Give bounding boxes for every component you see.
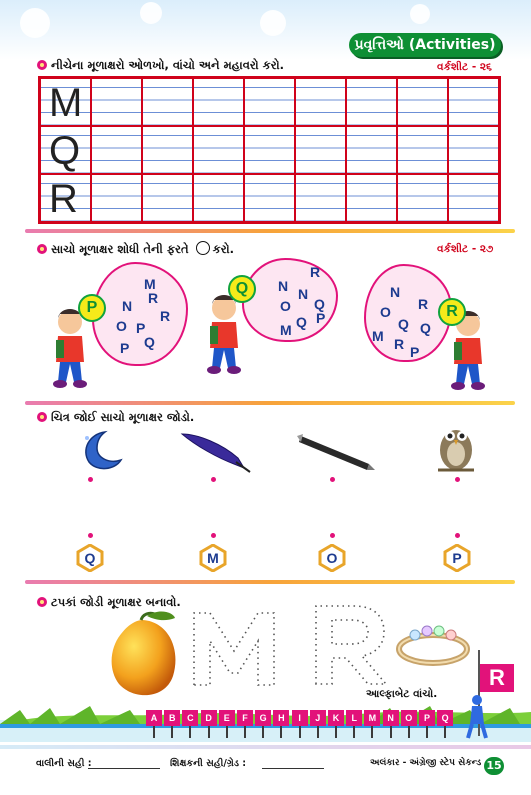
section-divider [25, 580, 515, 584]
tracing-cell[interactable] [295, 174, 346, 222]
alphabet-flag: P [419, 710, 435, 726]
flag-letter-r: R [480, 664, 514, 692]
section1-instruction: નીચેના મૂળાક્ષરો ઓળખો, વાંચો અને મહાવરો કરો. [51, 58, 284, 72]
flower-bullet-icon [37, 597, 47, 607]
cloud-letter[interactable]: P [120, 340, 130, 356]
cloud-letter[interactable]: Q [420, 320, 431, 336]
tracing-cell[interactable] [397, 78, 448, 126]
alphabet-flag: N [383, 710, 399, 726]
parade-pole [299, 726, 301, 738]
tracing-cell[interactable] [346, 174, 397, 222]
alphabet-flag: L [346, 710, 362, 726]
tracing-cell[interactable] [91, 174, 142, 222]
decor-bubble [140, 2, 162, 24]
parade-pole [208, 726, 210, 738]
ring-icon [393, 617, 473, 669]
section2-instruction: સાચો મૂળાક્ષર શોધી તેની ફરતે [51, 242, 189, 256]
tracing-cell[interactable] [295, 78, 346, 126]
tracing-cell[interactable] [142, 174, 193, 222]
alphabet-flag: G [255, 710, 271, 726]
cloud-letter[interactable]: N [298, 286, 309, 302]
alphabet-flag: B [164, 710, 180, 726]
section3-heading [37, 410, 194, 425]
section2-heading [37, 241, 234, 257]
cloud-letter[interactable]: Q [398, 316, 409, 332]
cloud-letter[interactable]: O [380, 304, 391, 320]
tracing-cell[interactable] [346, 126, 397, 174]
cloud-letter[interactable]: R [148, 290, 159, 306]
hex-letter-label: Q [84, 550, 96, 566]
parade-pole [226, 726, 228, 738]
cloud-letter[interactable]: Q [144, 334, 155, 350]
worksheet-number-26: વર્કશીટ - ૨૬ [437, 61, 492, 73]
letter-dot[interactable] [455, 533, 460, 538]
decor-bubble [410, 4, 430, 24]
alphabet-flag: F [237, 710, 253, 726]
parade-pole [335, 726, 337, 738]
model-letter: R [49, 177, 78, 221]
parade-pole [317, 726, 319, 738]
tracing-cell[interactable] [295, 126, 346, 174]
cloud-letter[interactable]: Q [314, 296, 325, 312]
hex-letter [78, 546, 102, 570]
tracing-cell[interactable] [91, 126, 142, 174]
tracing-cell[interactable] [346, 78, 397, 126]
cloud-letter[interactable]: O [116, 318, 127, 334]
owl-icon [430, 418, 482, 474]
alphabet-flag: I [292, 710, 308, 726]
parade-pole [153, 726, 155, 738]
worksheet-number-27: વર્કશીટ - ૨૭ [437, 243, 494, 255]
picture-dot[interactable] [455, 477, 460, 482]
tracing-cell[interactable] [193, 174, 244, 222]
cloud-letter[interactable]: N [122, 298, 133, 314]
circle-icon [196, 241, 210, 255]
moon-icon [75, 428, 125, 472]
picture-dot[interactable] [330, 477, 335, 482]
parade-pole [371, 726, 373, 738]
parade-pole [171, 726, 173, 738]
hex-letter-label: P [452, 550, 462, 566]
balloon-letter: R [438, 298, 466, 326]
flower-bullet-icon [37, 60, 47, 70]
model-letter: M [49, 81, 83, 125]
letter-cell [40, 78, 91, 126]
tracing-cell[interactable] [244, 78, 295, 126]
tracing-cell[interactable] [193, 78, 244, 126]
cloud-letter[interactable]: P [136, 320, 146, 336]
hex-letter [445, 546, 469, 570]
cloud-letter[interactable]: R [394, 336, 405, 352]
tracing-cell[interactable] [448, 174, 499, 222]
tracing-cell[interactable] [142, 126, 193, 174]
cloud-letter[interactable]: O [280, 298, 291, 314]
cloud-letter[interactable]: N [278, 278, 289, 294]
section2-instruction-tail: કરો. [212, 242, 234, 256]
cloud-letter[interactable]: P [410, 344, 420, 360]
decor-bubble [260, 10, 286, 36]
letter-cell [40, 126, 91, 174]
dotted-letter-m [188, 607, 280, 689]
alphabet-flag: K [328, 710, 344, 726]
parade-pole [244, 726, 246, 738]
cloud-letter[interactable]: M [280, 322, 292, 338]
tracing-grid [38, 76, 501, 224]
footer-divider [0, 745, 531, 749]
parade-pole [189, 726, 191, 738]
alphabet-flag: O [401, 710, 417, 726]
parade-pole [353, 726, 355, 738]
alphabet-flag: E [219, 710, 235, 726]
parade-pole [280, 726, 282, 738]
alphabet-flag: C [182, 710, 198, 726]
page-number: 15 [484, 757, 504, 775]
flower-bullet-icon [37, 412, 47, 422]
alphabet-flag: J [310, 710, 326, 726]
read-alphabet-caption: આલ્ફાબેટ વાંચો. [366, 688, 438, 700]
page-title: પ્રવૃત્તિઓ (Activities) [349, 33, 501, 57]
parade-pole [262, 726, 264, 738]
model-letter: Q [49, 129, 81, 173]
section3-instruction: ચિત્ર જોઈ સાચો મૂળાક્ષર જોડો. [51, 410, 195, 424]
cloud-letter[interactable]: M [372, 328, 384, 344]
book-name: અલંકાર - અંગ્રેજી સ્ટેપ સેકન્ડ [370, 758, 482, 768]
letter-dot[interactable] [88, 533, 93, 538]
hex-letter-label: M [207, 550, 219, 566]
section1-heading [37, 58, 284, 73]
cloud-letter[interactable]: R [310, 264, 321, 280]
tracing-cell[interactable] [142, 78, 193, 126]
cloud-letter[interactable]: Q [296, 314, 307, 330]
letter-cell [40, 174, 91, 222]
cloud-letter[interactable]: R [160, 308, 171, 324]
teacher-signature-label: શિક્ષકની સહી/ગ્રેડ : [170, 758, 247, 769]
cloud-letter[interactable]: N [390, 284, 401, 300]
letter-dot[interactable] [330, 533, 335, 538]
picture-dot[interactable] [211, 477, 216, 482]
parade-pole [390, 726, 392, 738]
parade-pole [444, 726, 446, 738]
letter-dot[interactable] [211, 533, 216, 538]
parade-pole [408, 726, 410, 738]
decor-bubble [20, 8, 50, 38]
section-divider [25, 401, 515, 405]
flag-bearer-icon [462, 694, 492, 740]
flower-bullet-icon [37, 244, 47, 254]
section4-heading [37, 595, 181, 610]
tracing-cell[interactable] [244, 174, 295, 222]
cloud-letter[interactable]: M [144, 276, 156, 292]
tracing-cell[interactable] [193, 126, 244, 174]
alphabet-flag: Q [437, 710, 453, 726]
feather-pen-icon [178, 428, 253, 474]
parade-pole [426, 726, 428, 738]
section-divider [25, 229, 515, 233]
tracing-cell[interactable] [397, 126, 448, 174]
alphabet-flag: D [201, 710, 217, 726]
cloud-letter[interactable]: R [418, 296, 429, 312]
balloon-letter: P [78, 294, 106, 322]
dotted-letter-r [310, 600, 390, 688]
tracing-cell[interactable] [448, 126, 499, 174]
pencil-icon [295, 428, 377, 474]
tracing-cell[interactable] [448, 78, 499, 126]
hex-letter-label: O [326, 550, 338, 566]
alphabet-flag: H [273, 710, 289, 726]
hex-letter [320, 546, 344, 570]
cloud-letter[interactable]: P [316, 310, 326, 326]
tracing-cell[interactable] [397, 174, 448, 222]
hex-letter [201, 546, 225, 570]
section4-instruction: ટપકાં જોડી મૂળાક્ષર બનાવો. [51, 595, 181, 609]
picture-dot[interactable] [88, 477, 93, 482]
letter-cloud [92, 262, 188, 366]
tracing-cell[interactable] [244, 126, 295, 174]
alphabet-flag: M [364, 710, 380, 726]
alphabet-flag: A [146, 710, 162, 726]
teacher-signature-line[interactable] [262, 768, 324, 769]
tracing-cell[interactable] [91, 78, 142, 126]
parent-signature-line[interactable] [88, 768, 160, 769]
balloon-letter: Q [228, 275, 256, 303]
parent-signature-label: વાલીની સહી : [36, 758, 92, 769]
